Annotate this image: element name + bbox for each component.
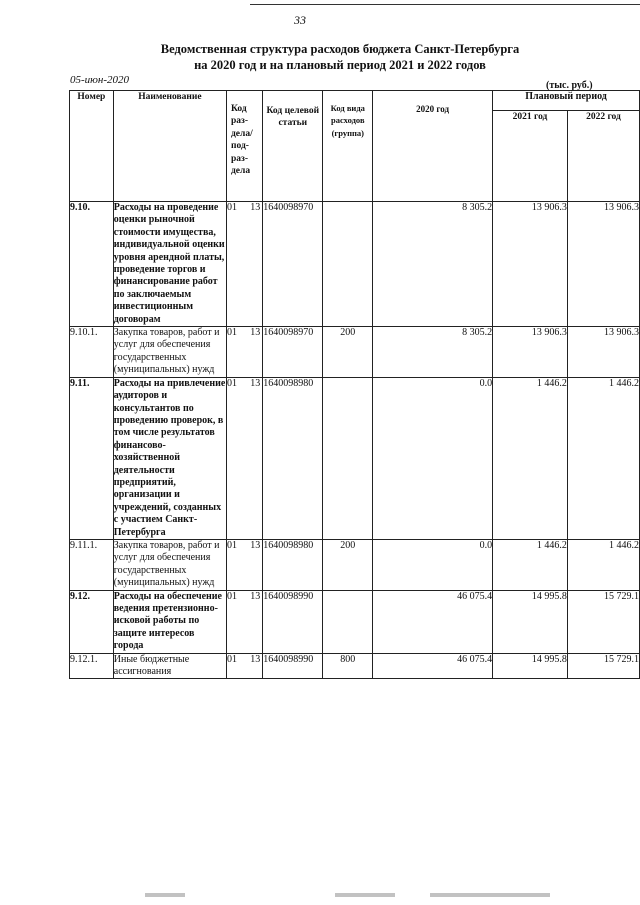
section-code: 01 bbox=[227, 202, 237, 213]
subsection-code: 13 bbox=[250, 327, 261, 339]
header-section: Код раз-дела/ под-раз-дела bbox=[227, 91, 263, 202]
row-name: Расходы на проведение оценки рыночной стоимости имущества, индивидуальной оценки уровня арендной платы, проведение торгов и финансирование работ по заключаемым инвестиционным договорам bbox=[113, 202, 225, 325]
units-label: (тыс. руб.) bbox=[546, 80, 593, 91]
header-2021: 2021 год bbox=[493, 111, 568, 202]
row-expense-group: 200 bbox=[323, 539, 373, 590]
page-number: 33 bbox=[294, 13, 306, 27]
footer-fragment-1 bbox=[145, 893, 185, 897]
row-amount-2021: 14 995.8 bbox=[493, 590, 568, 653]
row-amount-2022: 1 446.2 bbox=[567, 539, 639, 590]
row-number: 9.10. bbox=[70, 202, 114, 327]
row-target-code: 1640098970 bbox=[263, 202, 323, 327]
table-row bbox=[70, 327, 640, 378]
header-group: Код вида расходов (группа) bbox=[323, 91, 373, 202]
header-number: Номер bbox=[70, 91, 114, 202]
row-amount-2022: 13 906.3 bbox=[567, 327, 639, 378]
budget-table bbox=[69, 90, 640, 679]
section-code: 01 bbox=[227, 590, 237, 602]
row-name: Иные бюджетные ассигнования bbox=[113, 653, 226, 679]
row-expense-group bbox=[323, 202, 373, 327]
subsection-code: 13 bbox=[250, 590, 261, 602]
row-amount-2021: 13 906.3 bbox=[493, 202, 568, 327]
row-expense-group: 200 bbox=[323, 327, 373, 378]
footer-fragment-3 bbox=[430, 893, 550, 897]
header-2020: 2020 год bbox=[373, 91, 493, 202]
row-expense-group: 800 bbox=[323, 653, 373, 679]
table-row bbox=[70, 653, 640, 679]
row-name: Закупка товаров, работ и услуг для обеспечения государственных (муниципальных) нужд bbox=[113, 327, 226, 378]
section-code: 01 bbox=[227, 653, 237, 665]
row-target-code: 1640098980 bbox=[263, 377, 323, 539]
table-row bbox=[70, 202, 640, 327]
row-target-code: 1640098990 bbox=[263, 590, 323, 653]
row-amount-2021: 1 446.2 bbox=[493, 539, 568, 590]
document-title bbox=[0, 41, 640, 73]
row-amount-2021: 14 995.8 bbox=[493, 653, 568, 679]
row-expense-group bbox=[323, 377, 373, 539]
subsection-code: 13 bbox=[250, 539, 261, 551]
row-number: 9.11. bbox=[70, 377, 114, 539]
row-target-code: 1640098990 bbox=[263, 653, 323, 679]
top-rule bbox=[250, 4, 640, 5]
row-section-code bbox=[227, 539, 263, 590]
table-row bbox=[70, 539, 640, 590]
row-amount-2022: 15 729.1 bbox=[567, 590, 639, 653]
row-section-code bbox=[227, 327, 263, 378]
row-amount-2021: 1 446.2 bbox=[493, 377, 568, 539]
row-number: 9.11.1. bbox=[70, 539, 114, 590]
row-name: Расходы на обеспечение ведения претензионно-исковой работы по защите интересов города bbox=[113, 590, 226, 653]
table-body bbox=[70, 202, 640, 679]
row-number: 9.10.1. bbox=[70, 327, 114, 378]
row-amount-2020: 8 305.2 bbox=[373, 202, 493, 327]
row-amount-2020: 0.0 bbox=[373, 539, 493, 590]
row-expense-group bbox=[323, 590, 373, 653]
row-amount-2020: 8 305.2 bbox=[373, 327, 493, 378]
section-code: 01 bbox=[227, 539, 237, 551]
row-amount-2022: 15 729.1 bbox=[567, 653, 639, 679]
row-amount-2020: 46 075.4 bbox=[373, 653, 493, 679]
subsection-code: 13 bbox=[250, 653, 261, 665]
subsection-code: 13 bbox=[250, 377, 261, 389]
subsection-code: 13 bbox=[250, 202, 261, 213]
row-number: 9.12.1. bbox=[70, 653, 114, 679]
row-target-code: 1640098970 bbox=[263, 327, 323, 378]
row-name: Закупка товаров, работ и услуг для обеспечения государственных (муниципальных) нужд bbox=[113, 539, 226, 590]
row-amount-2020: 0.0 bbox=[373, 377, 493, 539]
table-row bbox=[70, 377, 640, 539]
header-2022: 2022 год bbox=[567, 111, 639, 202]
header-name: Наименование bbox=[113, 91, 226, 202]
row-number: 9.12. bbox=[70, 590, 114, 653]
row-section-code bbox=[227, 653, 263, 679]
header-target: Код целевой статьи bbox=[263, 91, 323, 202]
row-name: Расходы на привлечение аудиторов и консультантов по проведению проверок, в том числе результатов финансово-хозяйственной деятельности предприятий, организации и учреждений, созданных с участием Санкт-Петербурга bbox=[113, 377, 226, 538]
row-target-code: 1640098980 bbox=[263, 539, 323, 590]
row-amount-2022: 1 446.2 bbox=[567, 377, 639, 539]
footer-fragment-2 bbox=[335, 893, 395, 897]
row-amount-2021: 13 906.3 bbox=[493, 327, 568, 378]
row-section-code bbox=[227, 377, 263, 539]
row-amount-2020: 46 075.4 bbox=[373, 590, 493, 653]
section-code: 01 bbox=[227, 377, 237, 389]
row-section-code bbox=[227, 590, 263, 653]
section-code: 01 bbox=[227, 327, 237, 339]
title-line-2: на 2020 год и на плановый период 2021 и 2022 годов bbox=[194, 58, 486, 72]
table-row bbox=[70, 590, 640, 653]
row-amount-2022: 13 906.3 bbox=[567, 202, 639, 327]
title-line-1: Ведомственная структура расходов бюджета Санкт-Петербурга bbox=[160, 42, 520, 56]
header-plan-period: Плановый период bbox=[493, 91, 640, 111]
row-section-code bbox=[227, 202, 263, 327]
document-date: 05-июн-2020 bbox=[70, 74, 130, 86]
